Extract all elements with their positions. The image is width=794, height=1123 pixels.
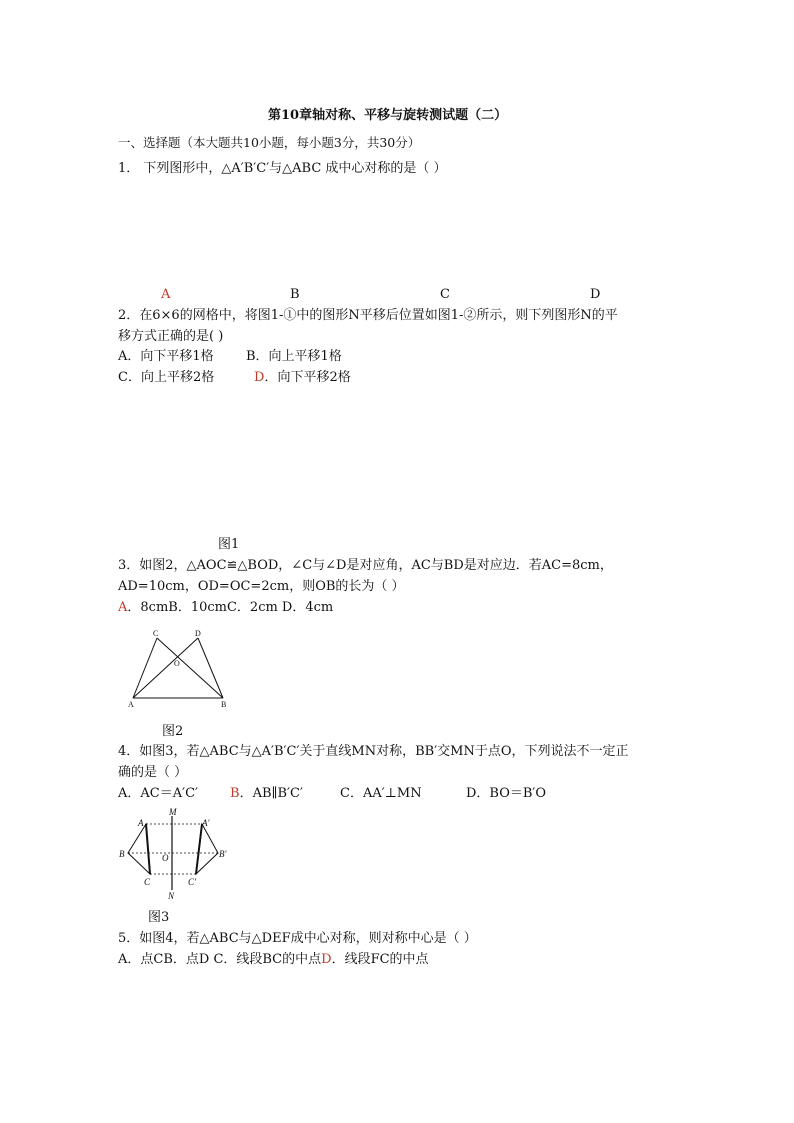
q4-option-b [230, 785, 303, 803]
q5-option-d-text: ．线段FC的中点 [331, 952, 429, 967]
point-c-label: C [153, 629, 159, 638]
segment-ac [133, 638, 157, 698]
point-c-prime-label: C′ [188, 877, 196, 887]
section-heading: 一、选择题（本大题共10小题，每小题3分，共30分） [118, 135, 421, 150]
q2-option-b: B．向上平移1格 [246, 349, 342, 364]
point-b-label: B [119, 849, 125, 859]
q5-options [118, 951, 429, 969]
point-b-prime-label: B′ [219, 849, 227, 859]
q1-option-a: A [161, 287, 171, 302]
q4-line2: 确的是（ ） [118, 765, 188, 780]
q5-answer-letter: D [321, 952, 332, 967]
q2-option-c: C．向上平移2格 [118, 370, 215, 385]
q2-option-d-text: ．向下平移2格 [264, 370, 351, 385]
figure-2-diagram [122, 626, 234, 710]
q3-line2: AD=10cm，OD=OC=2cm，则OB的长为（ ） [118, 579, 405, 594]
q4-option-d: D．BO＝B′O [466, 786, 547, 801]
point-c-label: C [144, 877, 151, 887]
q1-option-d: D [590, 287, 601, 302]
point-m-label: M [169, 807, 177, 817]
figure-2-caption: 图2 [162, 724, 184, 739]
q2-answer-letter: D [254, 370, 265, 385]
point-b-label: B [221, 700, 227, 709]
point-d-label: D [195, 629, 201, 638]
point-o-label: O [174, 659, 180, 668]
q2-option-d [254, 369, 351, 387]
figure-3-diagram [116, 806, 236, 902]
page-title: 第10章轴对称、平移与旋转测试题（二） [268, 108, 508, 123]
q1-option-b: B [290, 287, 300, 302]
segment-bc [157, 638, 223, 698]
segment-bd [198, 638, 223, 698]
q5-options-text: A．点CB．点D C．线段BC的中点 [118, 952, 322, 967]
q4-option-b-text: ．AB∥B′C′ [239, 786, 303, 801]
segment-ad [133, 638, 198, 698]
q3-answer-letter: A [118, 600, 128, 615]
point-a-label: A [138, 818, 144, 828]
q4-option-a: A．AC＝A′C′ [118, 786, 198, 801]
point-a-label: A [128, 700, 134, 709]
q1-text: 1． 下列图形中，△A′B′C′与△ABC 成中心对称的是（ ） [118, 161, 447, 176]
figure-1-caption: 图1 [218, 537, 240, 552]
q2-option-a: A．向下平移1格 [118, 349, 214, 364]
q4-answer-letter: B [230, 786, 240, 801]
point-o-label: O [162, 853, 169, 863]
figure-3-caption: 图3 [148, 910, 170, 925]
q3-options [118, 599, 333, 617]
q4-option-c: C．AA′⊥MN [340, 786, 422, 801]
q3-options-text: ．8cmB．10cmC．2cm D．4cm [127, 600, 334, 615]
point-n-label: N [168, 891, 175, 901]
q1-option-c: C [440, 287, 450, 302]
q4-line1: 4．如图3，若△ABC与△A′B′C′关于直线MN对称，BB′交MN于点O，下列说法不一定正 [118, 744, 629, 759]
q2-line1: 2．在6×6的网格中，将图1-①中的图形N平移后位置如图1-②所示，则下列图形N的平 [118, 308, 618, 323]
q5-line1: 5．如图4，若△ABC与△DEF成中心对称，则对称中心是（ ） [118, 931, 477, 946]
q2-line2: 移方式正确的是( ) [118, 329, 224, 344]
point-a-prime-label: A′ [202, 818, 210, 828]
q3-line1: 3．如图2，△AOC≌△BOD，∠C与∠D是对应角，AC与BD是对应边．若AC=8cm， [118, 558, 613, 573]
